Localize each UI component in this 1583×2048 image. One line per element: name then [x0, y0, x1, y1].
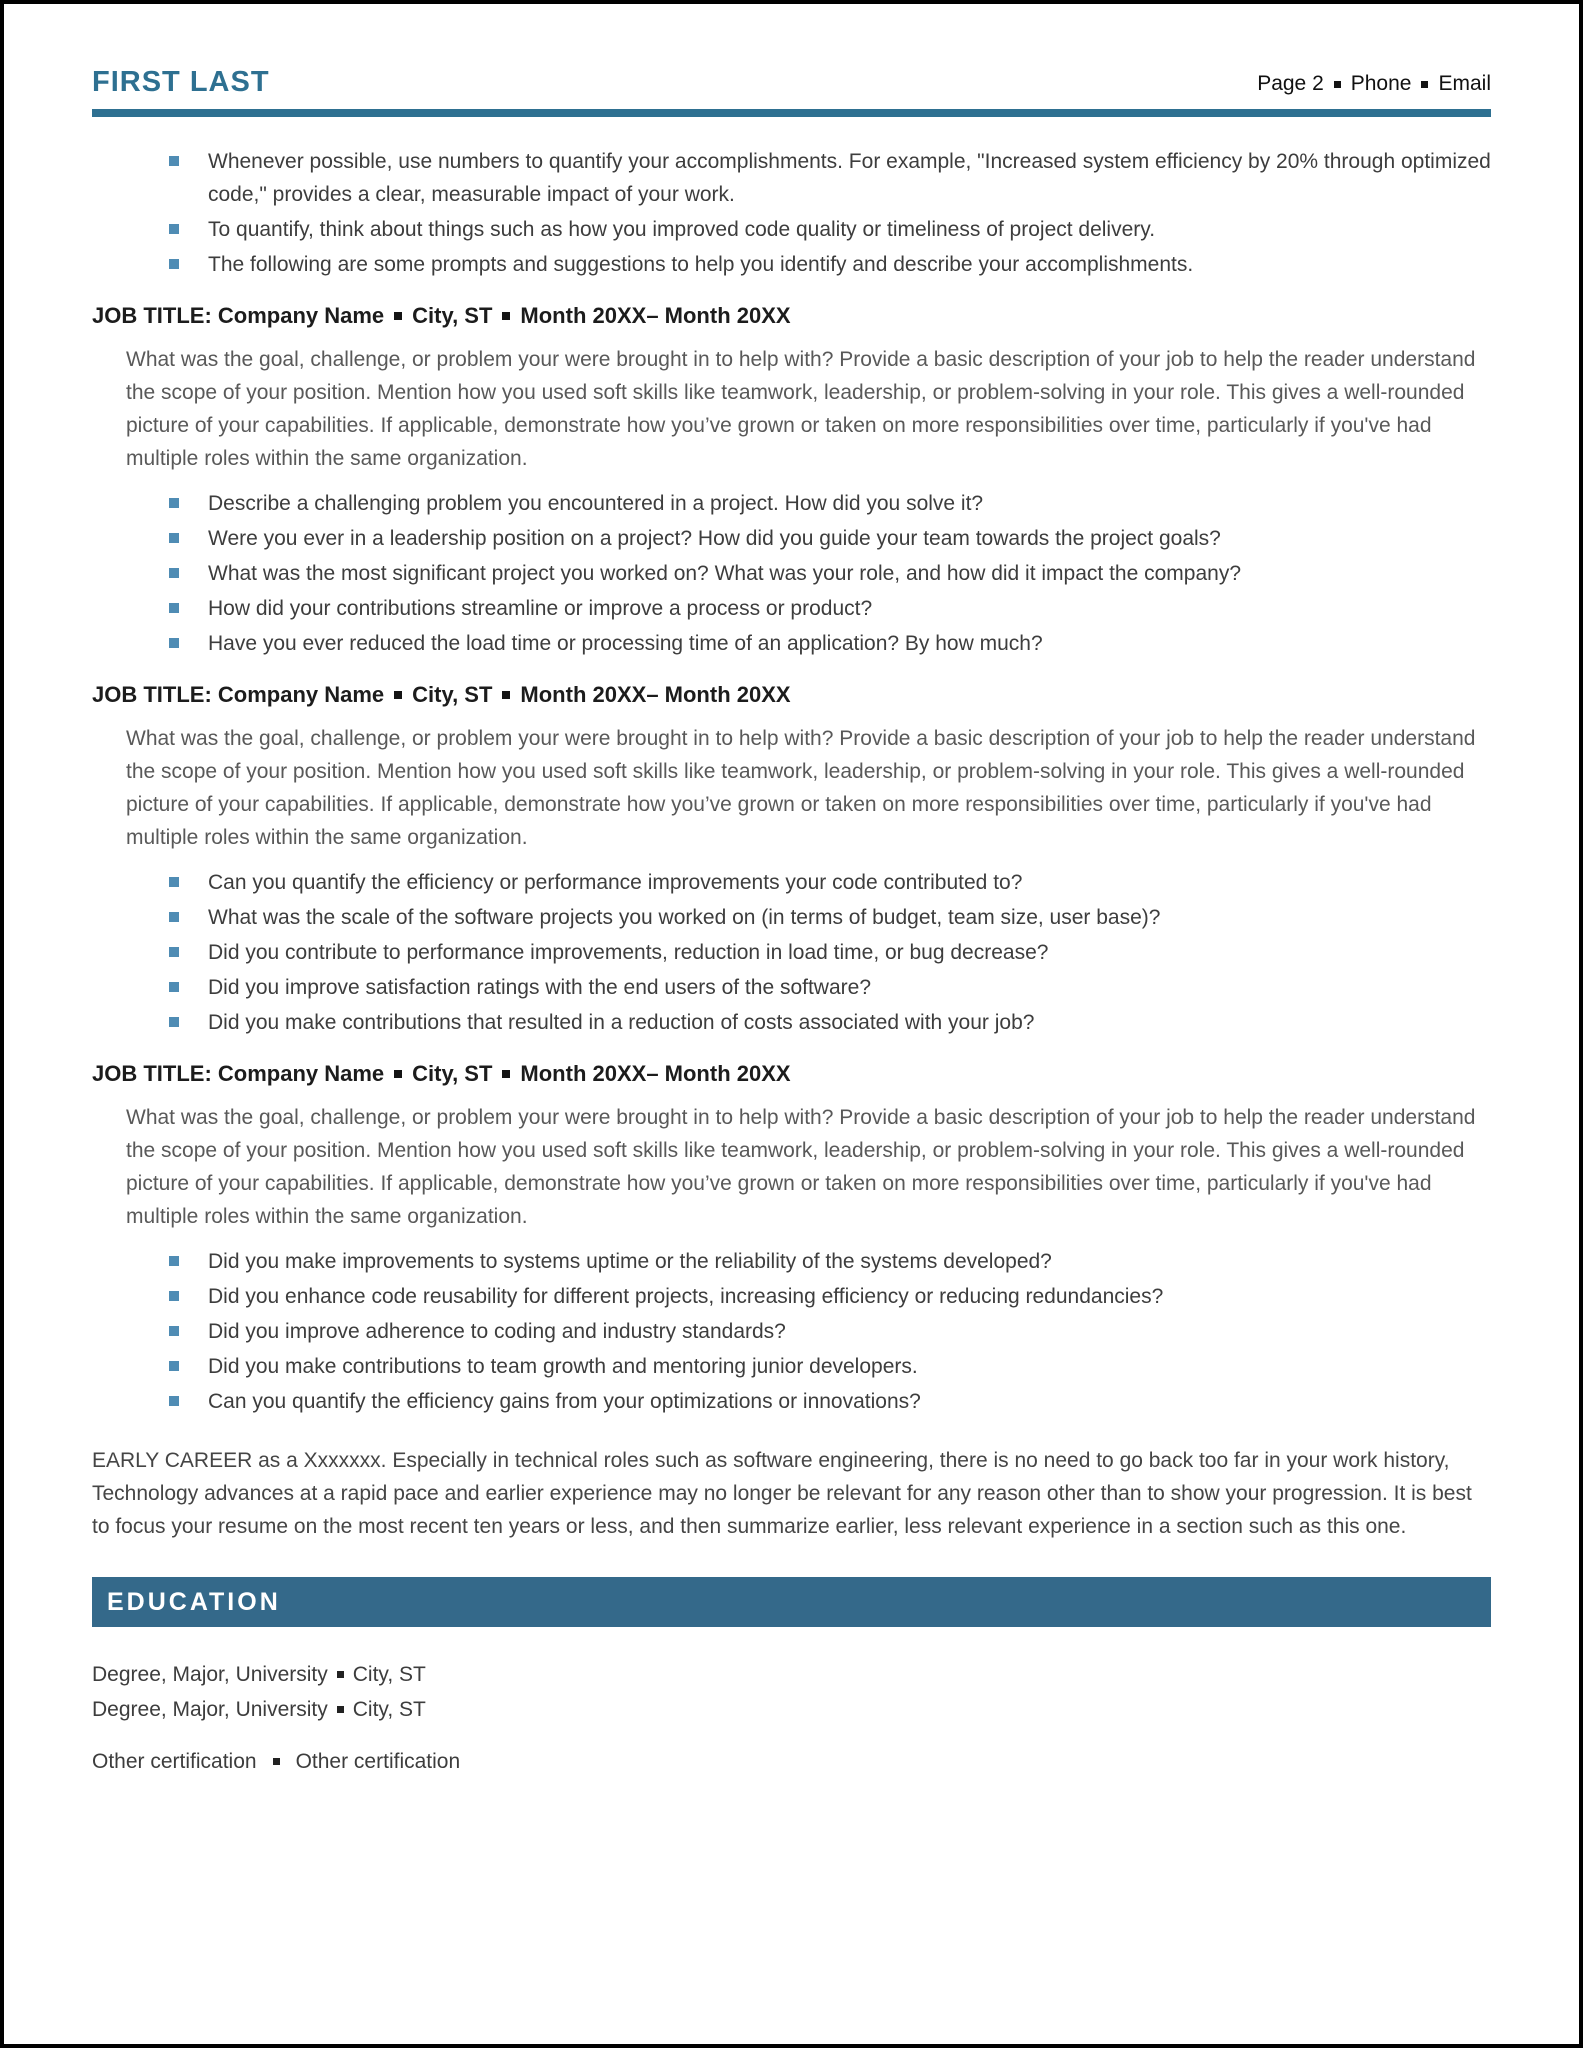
- job-title-dates: Month 20XX– Month 20XX: [520, 303, 791, 328]
- job-title-dates: Month 20XX– Month 20XX: [520, 682, 791, 707]
- prompt-text: Describe a challenging problem you encountered in a project. How did you solve it?: [208, 492, 984, 515]
- job-section: [92, 301, 1491, 660]
- prompt-text: Were you ever in a leadership position on a project? How did you guide your team towards the project goals?: [208, 527, 1221, 550]
- bullet-square-icon: [169, 877, 179, 887]
- job-title-location: City, ST: [412, 682, 493, 707]
- prompt-text: Did you make improvements to systems uptime or the reliability of the systems developed?: [208, 1250, 1052, 1273]
- phone-label: Phone: [1350, 72, 1412, 95]
- prompt-text: Did you contribute to performance improvements, reduction in load time, or bug decrease?: [208, 941, 1049, 964]
- bullet-square-icon: [169, 1396, 179, 1406]
- bullet-square-icon: [169, 1291, 179, 1301]
- header-contact: [1257, 72, 1491, 99]
- prompt-item: [169, 487, 1491, 520]
- prompt-item: [169, 627, 1491, 660]
- degree-text: Degree, Major, University: [92, 1663, 328, 1686]
- job-title-heading: [92, 680, 1491, 710]
- prompt-item: [169, 1315, 1491, 1348]
- prompt-text: Did you improve adherence to coding and industry standards?: [208, 1320, 786, 1343]
- bullet-square-icon: [169, 603, 179, 613]
- bullet-square-icon: [169, 1326, 179, 1336]
- bullet-square-icon: [169, 982, 179, 992]
- bullet-square-icon: [169, 947, 179, 957]
- job-section: [92, 1059, 1491, 1418]
- prompt-item: [169, 1006, 1491, 1039]
- square-separator-icon: [337, 1671, 344, 1678]
- certification-text: Other certification: [295, 1750, 461, 1773]
- prompt-item: [169, 592, 1491, 625]
- certification-text: Other certification: [92, 1750, 257, 1773]
- prompt-text: Can you quantify the efficiency gains from your optimizations or innovations?: [208, 1390, 921, 1413]
- bullet-square-icon: [169, 1017, 179, 1027]
- bullet-square-icon: [169, 498, 179, 508]
- early-career-paragraph: EARLY CAREER as a Xxxxxxx. Especially in technical roles such as software engineering, there is no need to go back too far in your work history, Technology advances at a rapid pace and earlier experience may no longer be relevant for any reason other than to show your progression. It is best to focus your resume on the most recent ten years or less, and then summarize earlier, less relevant experience in a section such as this one.: [92, 1449, 1472, 1538]
- square-separator-icon: [337, 1706, 344, 1713]
- tip-item: [169, 145, 1491, 211]
- degree-location: City, ST: [352, 1663, 426, 1686]
- tip-item: [169, 213, 1491, 246]
- education-degrees: [92, 1657, 1491, 1727]
- prompt-item: [169, 1245, 1491, 1278]
- prompt-item: [169, 971, 1491, 1004]
- tip-item: [169, 248, 1491, 281]
- intro-tips-list: [92, 145, 1491, 281]
- prompt-item: [169, 936, 1491, 969]
- prompt-text: Did you make contributions that resulted in a reduction of costs associated with your job?: [208, 1011, 1035, 1034]
- job-title-dates: Month 20XX– Month 20XX: [520, 1061, 791, 1086]
- certification-line: [92, 1745, 1491, 1778]
- email-label: Email: [1438, 72, 1491, 95]
- prompt-item: [169, 901, 1491, 934]
- degree-line: [92, 1657, 1491, 1692]
- job-title-role: JOB TITLE: Company Name: [92, 682, 385, 707]
- prompt-text: What was the scale of the software projects you worked on (in terms of budget, team size, user base)?: [208, 906, 1161, 929]
- prompt-text: Can you quantify the efficiency or performance improvements your code contributed to?: [208, 871, 1023, 894]
- job-title-role: JOB TITLE: Company Name: [92, 303, 385, 328]
- job-title-heading: [92, 1059, 1491, 1089]
- prompt-text: What was the most significant project you worked on? What was your role, and how did it impact the company?: [208, 562, 1241, 585]
- prompt-item: [169, 522, 1491, 555]
- tip-text: To quantify, think about things such as how you improved code quality or timeliness of project delivery.: [208, 218, 1156, 241]
- header-rule: [92, 109, 1491, 117]
- job-title-location: City, ST: [412, 1061, 493, 1086]
- square-separator-icon: [1421, 81, 1428, 88]
- prompt-item: [169, 1385, 1491, 1418]
- square-separator-icon: [502, 691, 510, 699]
- square-separator-icon: [502, 1070, 510, 1078]
- job-prompts-list: [92, 866, 1491, 1039]
- degree-line: [92, 1692, 1491, 1727]
- prompt-item: [169, 557, 1491, 590]
- job-title-location: City, ST: [412, 303, 493, 328]
- candidate-name: FIRST LAST: [92, 66, 270, 98]
- square-separator-icon: [273, 1758, 280, 1765]
- tip-text: Whenever possible, use numbers to quantify your accomplishments. For example, "Increased system efficiency by 20% through optimized code," provides a clear, measurable impact of your work.: [208, 150, 1491, 206]
- page-number: Page 2: [1257, 72, 1324, 95]
- job-section: [92, 680, 1491, 1039]
- prompt-text: Did you enhance code reusability for different projects, increasing efficiency or reducing redundancies?: [208, 1285, 1164, 1308]
- prompt-item: [169, 866, 1491, 899]
- job-title-role: JOB TITLE: Company Name: [92, 1061, 385, 1086]
- square-separator-icon: [502, 312, 510, 320]
- prompt-item: [169, 1280, 1491, 1313]
- education-heading-banner: [92, 1577, 1491, 1627]
- prompt-text: Did you make contributions to team growth and mentoring junior developers.: [208, 1355, 918, 1378]
- bullet-square-icon: [169, 259, 179, 269]
- square-separator-icon: [1334, 81, 1341, 88]
- job-description: What was the goal, challenge, or problem your were brought in to help with? Provide a basic description of your job to help the reader understand the scope of your position. Mention how you used soft skills like teamwork, leadership, or problem-solving in your role. This gives a well-rounded picture of your capabilities. If applicable, demonstrate how you’ve grown or taken on more responsibilities over time, particularly if you've had multiple roles within the same organization.: [126, 348, 1476, 470]
- job-description: What was the goal, challenge, or problem your were brought in to help with? Provide a basic description of your job to help the reader understand the scope of your position. Mention how you used soft skills like teamwork, leadership, or problem-solving in your role. This gives a well-rounded picture of your capabilities. If applicable, demonstrate how you’ve grown or taken on more responsibilities over time, particularly if you've had multiple roles within the same organization.: [126, 1106, 1476, 1228]
- degree-location: City, ST: [352, 1698, 426, 1721]
- square-separator-icon: [394, 691, 402, 699]
- job-prompts-list: [92, 1245, 1491, 1418]
- square-separator-icon: [394, 312, 402, 320]
- job-prompts-list: [92, 487, 1491, 660]
- prompt-text: Have you ever reduced the load time or processing time of an application? By how much?: [208, 632, 1043, 655]
- bullet-square-icon: [169, 638, 179, 648]
- job-description: What was the goal, challenge, or problem your were brought in to help with? Provide a basic description of your job to help the reader understand the scope of your position. Mention how you used soft skills like teamwork, leadership, or problem-solving in your role. This gives a well-rounded picture of your capabilities. If applicable, demonstrate how you’ve grown or taken on more responsibilities over time, particularly if you've had multiple roles within the same organization.: [126, 727, 1476, 849]
- bullet-square-icon: [169, 224, 179, 234]
- education-heading: EDUCATION: [107, 1587, 281, 1616]
- bullet-square-icon: [169, 568, 179, 578]
- prompt-item: [169, 1350, 1491, 1383]
- bullet-square-icon: [169, 156, 179, 166]
- bullet-square-icon: [169, 1256, 179, 1266]
- bullet-square-icon: [169, 912, 179, 922]
- job-title-heading: [92, 301, 1491, 331]
- page-header: [92, 66, 1491, 99]
- square-separator-icon: [394, 1070, 402, 1078]
- prompt-text: Did you improve satisfaction ratings with the end users of the software?: [208, 976, 871, 999]
- bullet-square-icon: [169, 1361, 179, 1371]
- bullet-square-icon: [169, 533, 179, 543]
- tip-text: The following are some prompts and suggestions to help you identify and describe your accomplishments.: [208, 253, 1194, 276]
- prompt-text: How did your contributions streamline or improve a process or product?: [208, 597, 873, 620]
- degree-text: Degree, Major, University: [92, 1698, 328, 1721]
